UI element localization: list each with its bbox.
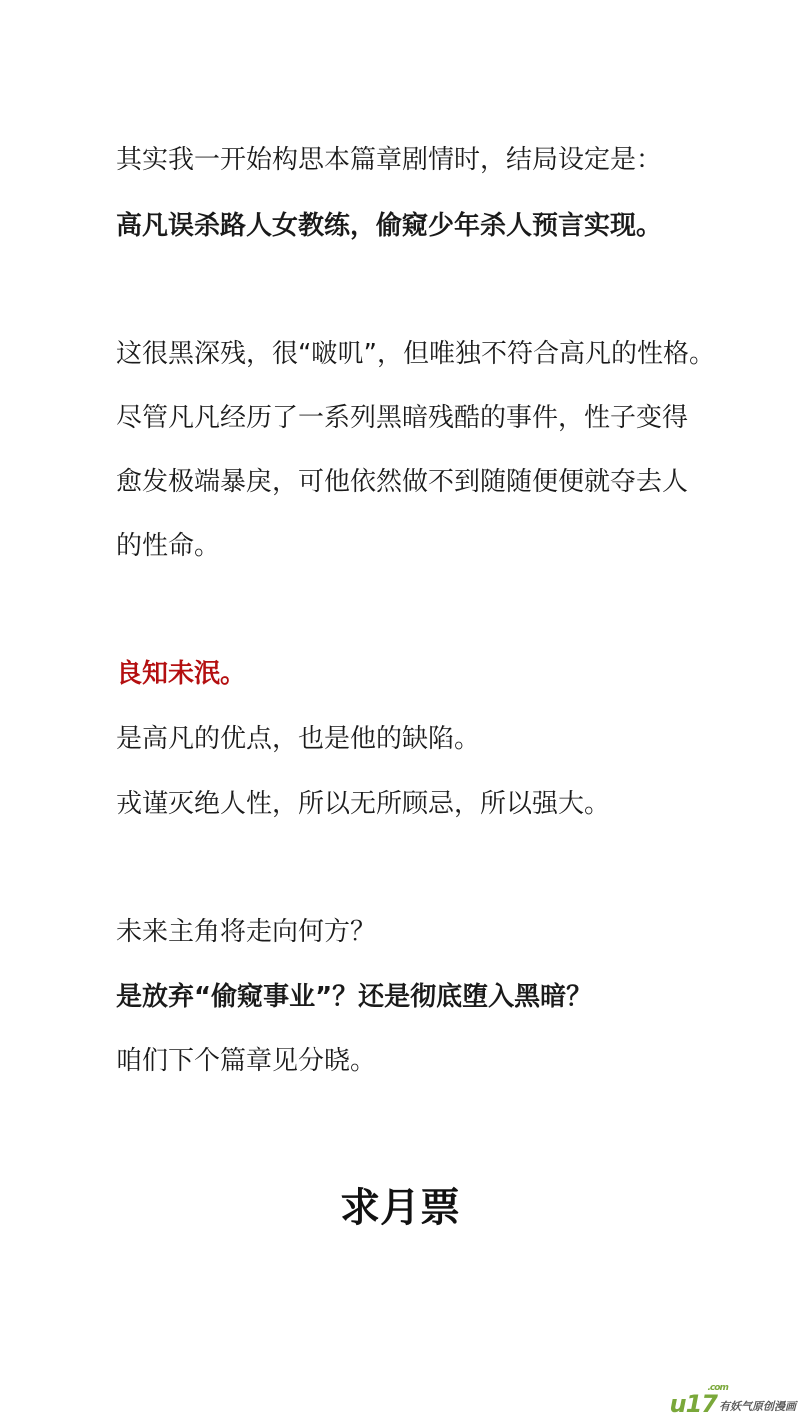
u17-logo-text: u17 bbox=[669, 1390, 717, 1418]
text-line: 的性命。 bbox=[116, 531, 221, 561]
text-line: 其实我一开始构思本篇章剧情时，结局设定是： bbox=[116, 145, 663, 175]
text-line: 这很黑深残，很“啵叽”，但唯独不符合高凡的性格。 bbox=[116, 339, 715, 369]
text-line: 是高凡的优点，也是他的缺陷。 bbox=[116, 724, 481, 754]
text-line: 咱们下个篇章见分晓。 bbox=[116, 1046, 377, 1076]
text-line-bold: 是放弃“偷窥事业”？还是彻底堕入黑暗？ bbox=[116, 982, 593, 1012]
u17-logo-domain: .com bbox=[707, 1383, 728, 1393]
u17-watermark bbox=[669, 1383, 796, 1418]
text-line-bold: 高凡误杀路人女教练，偷窥少年杀人预言实现。 bbox=[116, 211, 663, 241]
text-line-highlight: 良知未泯。 bbox=[116, 659, 247, 689]
monthly-ticket-request: 求月票 bbox=[340, 1185, 460, 1231]
u17-logo bbox=[669, 1383, 728, 1418]
text-line: 未来主角将走向何方？ bbox=[116, 917, 377, 947]
text-line: 愈发极端暴戾，可他依然做不到随随便便就夺去人 bbox=[116, 467, 689, 497]
text-line: 尽管凡凡经历了一系列黑暗残酷的事件，性子变得 bbox=[116, 403, 689, 433]
text-line: 戎谨灭绝人性，所以无所顾忌，所以强大。 bbox=[116, 789, 611, 819]
u17-slogan: 有妖气原创漫画 bbox=[719, 1400, 796, 1413]
